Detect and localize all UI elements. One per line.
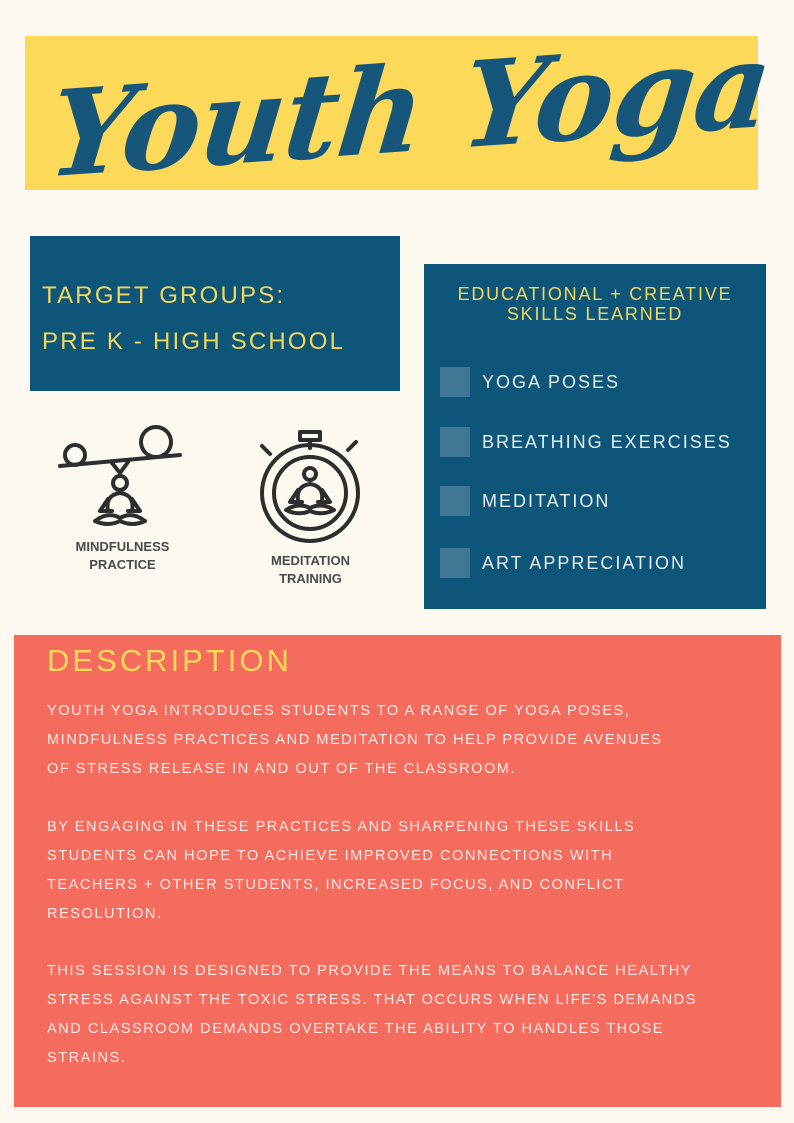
mindfulness-caption-line1: MINDFULNESS	[75, 539, 170, 554]
skill-item-yoga-poses[interactable]	[440, 366, 620, 398]
target-groups-value: PRE K - HIGH SCHOOL	[42, 328, 346, 355]
paragraph-line: BY ENGAGING IN THESE PRACTICES AND SHARPENING THESE SKILLS	[47, 819, 636, 835]
description-box	[14, 635, 781, 1107]
meditation-training-block	[248, 428, 373, 588]
skills-heading-line1: EDUCATIONAL + CREATIVE	[457, 284, 733, 304]
paragraph-line: AND CLASSROOM DEMANDS OVERTAKE THE ABILITY TO HANDLES THOSE	[47, 1021, 664, 1037]
skill-label: YOGA POSES	[482, 371, 621, 392]
paragraph-line: STUDENTS CAN HOPE TO ACHIEVE IMPROVED CONNECTIONS WITH	[47, 848, 614, 864]
skills-box	[424, 264, 766, 609]
description-title: DESCRIPTION	[47, 643, 292, 678]
description-paragraph-3	[47, 957, 777, 1073]
stopwatch-meditation-icon	[248, 428, 373, 543]
target-groups-box	[30, 236, 400, 391]
skill-checkbox[interactable]	[440, 486, 470, 516]
paragraph-line: RESOLUTION.	[47, 906, 163, 922]
skills-heading	[424, 284, 766, 324]
target-groups-label: TARGET GROUPS:	[42, 282, 286, 309]
skill-checkbox[interactable]	[440, 427, 470, 457]
meditation-caption-line2: TRAINING	[279, 571, 342, 586]
mindfulness-practice-block	[50, 425, 195, 580]
skill-item-breathing-exercises[interactable]	[440, 426, 732, 458]
skill-label: MEDITATION	[482, 490, 611, 511]
skill-item-art-appreciation[interactable]	[440, 547, 686, 579]
balance-meditation-icon	[50, 425, 195, 535]
skill-item-meditation[interactable]	[440, 485, 610, 517]
description-paragraph-2	[47, 813, 777, 929]
skill-label: BREATHING EXERCISES	[482, 431, 732, 452]
paragraph-line: OF STRESS RELEASE IN AND OUT OF THE CLASSROOM.	[47, 761, 517, 777]
mindfulness-caption-line2: PRACTICE	[89, 557, 156, 572]
paragraph-line: STRAINS.	[47, 1050, 127, 1066]
paragraph-line: YOUTH YOGA INTRODUCES STUDENTS TO A RANGE OF YOGA POSES,	[47, 703, 631, 719]
paragraph-line: MINDFULNESS PRACTICES AND MEDITATION TO HELP PROVIDE AVENUES	[47, 732, 663, 748]
skill-checkbox[interactable]	[440, 548, 470, 578]
paragraph-line: TEACHERS + OTHER STUDENTS, INCREASED FOCUS, AND CONFLICT	[47, 877, 625, 893]
paragraph-line: THIS SESSION IS DESIGNED TO PROVIDE THE MEANS TO BALANCE HEALTHY	[47, 963, 693, 979]
skill-checkbox[interactable]	[440, 367, 470, 397]
page-title: Youth Yoga	[42, 13, 778, 205]
skill-label: ART APPRECIATION	[482, 552, 687, 573]
description-paragraph-1	[47, 697, 777, 784]
meditation-caption-line1: MEDITATION	[271, 553, 350, 568]
skills-heading-line2: SKILLS LEARNED	[506, 304, 684, 324]
paragraph-line: STRESS AGAINST THE TOXIC STRESS. THAT OCCURS WHEN LIFE'S DEMANDS	[47, 992, 697, 1008]
